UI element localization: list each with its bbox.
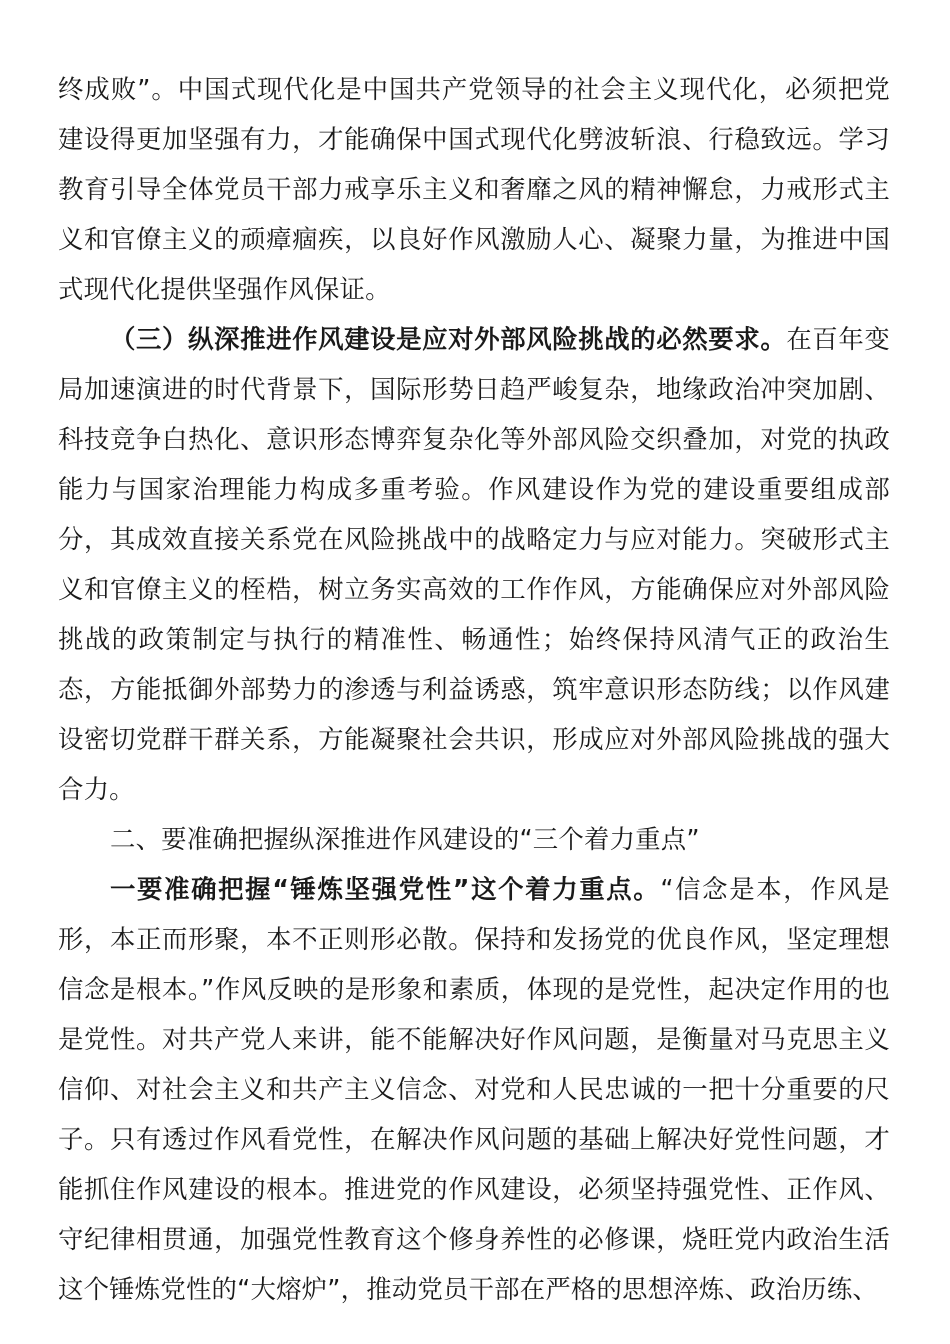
paragraph-4-text: “信念是本，作风是形，本正而形聚，本不正则形必散。保持和发扬党的优良作风，坚定理想信念是根本。”作风反映的是形象和素质，体现的是党性，起决定作用的也是党性。对共产党人来讲，能不能解决好作风问题，是衡量对马克思主义信仰、对社会主义和共产主义信念、对党和人民忠诚的一把十分重要的尺子。只有透过作风看党性，在解决作风问题的基础上解决好党性问题，才能抓住作风建设的根本。推进党的作风建设，必须坚持强党性、正作风、守纪律相贯通，加强党性教育这个修身养性的必修课，烧旺党内政治生活这个锤炼党性的“大熔炉”，推动党员干部在严格的思想淬炼、政治历练、 — [58, 874, 890, 1304]
paragraph-1 — [58, 64, 890, 314]
paragraph-2 — [58, 314, 890, 814]
paragraph-4 — [58, 864, 890, 1314]
section-heading-text: 二、要准确把握纵深推进作风建设的“三个着力重点” — [110, 824, 700, 854]
section-heading — [58, 814, 890, 864]
paragraph-1-text: 终成败”。中国式现代化是中国共产党领导的社会主义现代化，必须把党建设得更加坚强有力，才能确保中国式现代化劈波斩浪、行稳致远。学习教育引导全体党员干部力戒享乐主义和奢靡之风的精神懈怠，力戒形式主义和官僚主义的顽瘴痼疾，以良好作风激励人心、凝聚力量，为推进中国式现代化提供坚强作风保证。 — [58, 74, 890, 304]
document-page — [58, 64, 890, 1314]
paragraph-2-heading: （三）纵深推进作风建设是应对外部风险挑战的必然要求。 — [110, 324, 787, 354]
paragraph-2-text: 在百年变局加速演进的时代背景下，国际形势日趋严峻复杂，地缘政治冲突加剧、科技竞争白热化、意识形态博弈复杂化等外部风险交织叠加，对党的执政能力与国家治理能力构成多重考验。作风建设作为党的建设重要组成部分，其成效直接关系党在风险挑战中的战略定力与应对能力。突破形式主义和官僚主义的桎梏，树立务实高效的工作作风，方能确保应对外部风险挑战的政策制定与执行的精准性、畅通性；始终保持风清气正的政治生态，方能抵御外部势力的渗透与利益诱惑，筑牢意识形态防线；以作风建设密切党群干群关系，方能凝聚社会共识，形成应对外部风险挑战的强大合力。 — [58, 324, 890, 804]
paragraph-4-heading: 一要准确把握“锤炼坚强党性”这个着力重点。 — [110, 874, 661, 904]
